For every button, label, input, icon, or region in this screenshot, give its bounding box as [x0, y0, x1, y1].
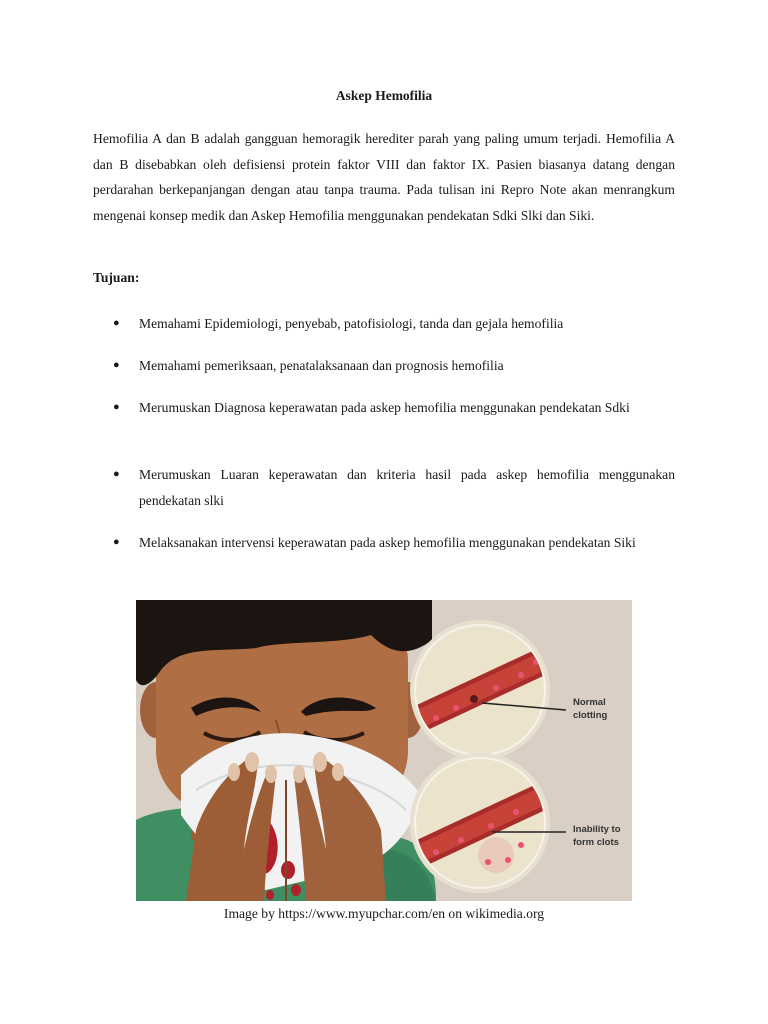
- hemophilia-illustration: [136, 600, 632, 901]
- normal-clotting-label: Normal: [573, 697, 606, 708]
- goals-heading: Tujuan:: [93, 270, 140, 285]
- normal-clotting-label: clotting: [573, 710, 608, 721]
- document-title: Askep Hemofilia: [335, 88, 433, 103]
- intro-paragraph: Hemofilia A dan B adalah gangguan hemoragik herediter parah yang paling umum terjadi. Hemofilia A dan B disebabkan oleh defisiensi protein faktor VIII dan faktor IX. Pasien biasanya datang dengan perdarahan berkepanjangan dengan atau tanpa trauma. Pada tulisan ini Repro Note akan menrangkum mengenai konsep medik dan Askep Hemofilia menggunakan pendekatan Sdki Slki dan Siki.: [93, 131, 675, 223]
- figure-caption: Image by https://www.myupchar.com/en on wikimedia.org: [223, 906, 545, 921]
- list-item: [113, 530, 675, 556]
- bullet-icon: ●: [113, 401, 120, 413]
- bullet-icon: ●: [113, 359, 120, 371]
- list-item: [113, 311, 675, 337]
- list-item: [113, 353, 675, 379]
- bullet-icon: ●: [113, 468, 120, 480]
- list-item: [113, 462, 675, 513]
- list-item-text: Memahami Epidemiologi, penyebab, patofisiologi, tanda dan gejala hemofilia: [139, 316, 564, 331]
- list-item-text: Merumuskan Luaran keperawatan dan kriteria hasil pada askep hemofilia menggunakan pendekatan slki: [139, 467, 675, 508]
- bullet-icon: ●: [113, 536, 120, 548]
- inability-clotting-label: Inability to: [573, 824, 621, 835]
- inability-clotting-label: form clots: [573, 837, 619, 848]
- list-item-text: Melaksanakan intervensi keperawatan pada askep hemofilia menggunakan pendekatan Siki: [139, 535, 636, 550]
- list-item-text: Memahami pemeriksaan, penatalaksanaan dan prognosis hemofilia: [139, 358, 504, 373]
- list-item-text: Merumuskan Diagnosa keperawatan pada askep hemofilia menggunakan pendekatan Sdki: [139, 400, 630, 415]
- bullet-icon: ●: [113, 317, 120, 329]
- list-item: [113, 395, 675, 421]
